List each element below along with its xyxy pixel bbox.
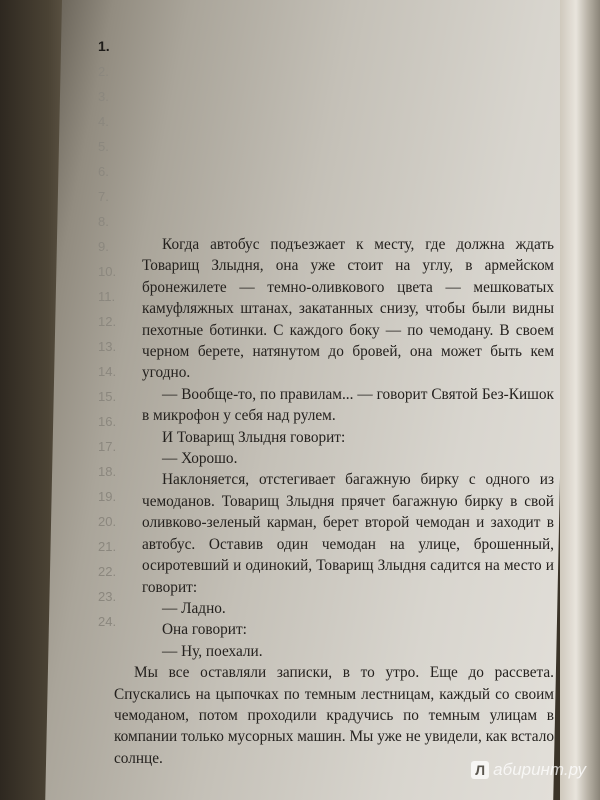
line-number: 24. [98,614,117,629]
line-number: 21. [98,539,117,554]
paragraph: — Ну, поехали. [162,642,263,660]
line-number: 22. [98,564,117,579]
line-number: 10. [98,264,117,279]
paragraph: Наклоняется, отстегивает багажную бирку с одного из чемоданов. Товарищ Злыдня прячет багажную бирку в свой оливково-зеленый карман, берет второй чемодан и заходит в автобус. Оставив один чемодан на улице, брошенный, осиротевший и одинокий, Товарищ Злыдня садится на место и говорит: [142,471,554,596]
paragraph: — Хорошо. [162,450,238,468]
line-number: 14. [98,364,117,379]
watermark [471,760,586,780]
watermark-text: абиринт.ру [493,760,586,779]
line-numbers [98,34,134,634]
line-number: 4. [98,114,109,129]
line-number: 20. [98,514,117,529]
paragraph: Когда автобус подъезжает к месту, где должна ждать Товарищ Злыдня, она уже стоит на углу, в армейском бронежилете — темно-оливкового цвета — мешковатых камуфляжных штанах, закатанных снизу, чтобы были видны пехотные ботинки. С каждого боку — по чемодану. В своем черном берете, натянутом до бровей, она может быть кем угодно. [142,236,554,382]
paragraph: Мы все оставляли записки, в то утро. Еще до рассвета. Спускались на цыпочках по темным лестницам, каждый со своим чемоданом, потом проходили крадучись по темным улицам в компании только мусорных машин. Мы уже не увидели, как встало солнце. [114,664,554,767]
line-number: 5. [98,139,109,154]
line-number: 13. [98,339,117,354]
line-number: 11. [98,289,116,304]
line-number: 19. [98,489,117,504]
line-number: 7. [98,189,109,204]
labirint-logo-icon: Л [471,761,489,779]
line-number: 16. [98,414,117,429]
line-number: 15. [98,389,117,404]
paragraph: — Вообще-то, по правилам... — говорит Святой Без-Кишок в микрофон у себя над рулем. [142,385,554,425]
line-number: 6. [98,164,109,179]
line-number: 23. [98,589,117,604]
line-number: 8. [98,214,109,229]
paragraph: Она говорит: [162,621,247,639]
body-text [114,234,554,769]
line-number: 12. [98,314,117,329]
line-number: 9. [98,239,109,254]
line-number: 1. [98,38,110,54]
line-number: 18. [98,464,117,479]
paragraph: — Ладно. [162,599,226,617]
line-number: 3. [98,89,109,104]
line-number: 17. [98,439,117,454]
paragraph: И Товарищ Злыдня говорит: [162,428,346,446]
line-number: 2. [98,64,109,79]
